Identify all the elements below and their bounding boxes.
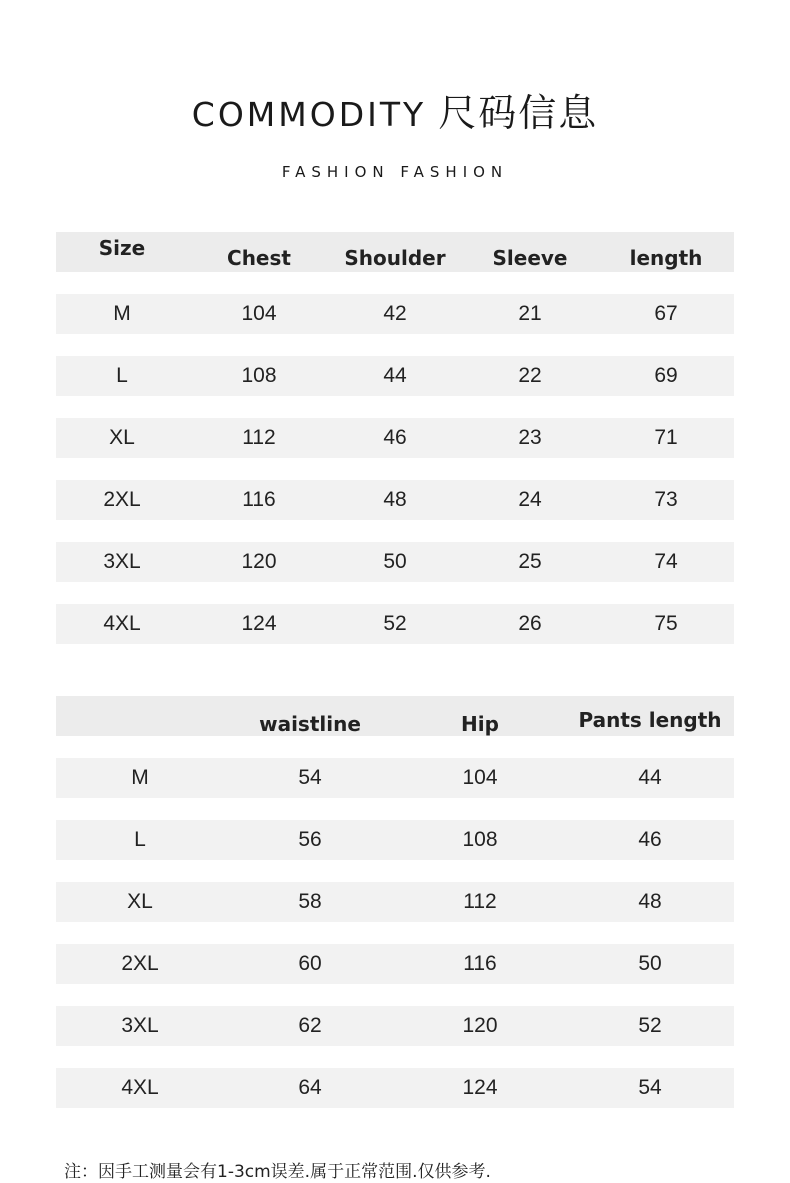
size-cell: L <box>116 364 128 387</box>
sleeve-cell: 23 <box>518 426 542 449</box>
table-row <box>56 758 734 798</box>
sleeve-cell: 22 <box>518 364 542 387</box>
hip-cell: 116 <box>463 952 497 975</box>
length-cell: 75 <box>654 612 678 635</box>
size-cell: 3XL <box>121 1014 159 1037</box>
size-cell: XL <box>109 426 135 449</box>
hip-cell: 108 <box>462 828 498 851</box>
header-pants-length: Pants length <box>578 708 722 732</box>
shoulder-cell: 44 <box>383 364 407 387</box>
hip-cell: 112 <box>463 890 497 913</box>
pants-length-cell: 44 <box>638 766 662 789</box>
size-cell: M <box>113 302 131 325</box>
header-waistline: waistline <box>259 712 361 736</box>
size-cell: M <box>131 766 149 789</box>
table-row <box>56 604 734 644</box>
length-cell: 74 <box>654 550 678 573</box>
hip-cell: 124 <box>462 1076 498 1099</box>
table-row <box>56 1068 734 1108</box>
sleeve-cell: 25 <box>518 550 542 573</box>
table-row <box>56 1006 734 1046</box>
shoulder-cell: 42 <box>383 302 407 325</box>
pants-length-cell: 48 <box>638 890 662 913</box>
table-row <box>56 480 734 520</box>
size-cell: 4XL <box>103 612 141 635</box>
length-cell: 69 <box>654 364 678 387</box>
shoulder-cell: 52 <box>383 612 407 635</box>
header-chest: Chest <box>227 246 291 270</box>
size-cell: XL <box>127 890 153 913</box>
header-shoulder: Shoulder <box>344 246 446 270</box>
page-subtitle: FASHION FASHION <box>281 163 509 181</box>
pants-length-cell: 46 <box>638 828 662 851</box>
table-row <box>56 294 734 334</box>
shoulder-cell: 50 <box>383 550 407 573</box>
length-cell: 73 <box>654 488 678 511</box>
chest-cell: 104 <box>241 302 277 325</box>
waistline-cell: 64 <box>298 1076 322 1099</box>
table-row <box>56 542 734 582</box>
hip-cell: 104 <box>462 766 498 789</box>
length-cell: 71 <box>654 426 678 449</box>
pants-length-cell: 50 <box>638 952 662 975</box>
header-size: Size <box>98 236 146 260</box>
pants-length-cell: 52 <box>638 1014 662 1037</box>
hip-cell: 120 <box>462 1014 498 1037</box>
waistline-cell: 62 <box>298 1014 322 1037</box>
table-row <box>56 820 734 860</box>
length-cell: 67 <box>654 302 678 325</box>
shoulder-cell: 46 <box>383 426 407 449</box>
size-cell: L <box>134 828 146 851</box>
chest-cell: 108 <box>241 364 277 387</box>
chest-cell: 120 <box>241 550 277 573</box>
title-latin: COMMODITY <box>191 95 427 134</box>
size-cell: 4XL <box>121 1076 159 1099</box>
chest-cell: 124 <box>241 612 277 635</box>
size-cell: 2XL <box>103 488 141 511</box>
size-cell: 3XL <box>103 550 141 573</box>
size-cell: 2XL <box>121 952 159 975</box>
header-hip: Hip <box>461 712 499 736</box>
sleeve-cell: 26 <box>518 612 542 635</box>
table-row <box>56 356 734 396</box>
title-cjk: 尺码信息 <box>438 91 599 135</box>
table-header-row <box>56 232 734 272</box>
chest-cell: 116 <box>242 488 276 511</box>
measurement-note: 注：因手工测量会有1-3cm误差.属于正常范围.仅供参考. <box>64 1162 491 1182</box>
table-row <box>56 882 734 922</box>
table-header-row <box>56 696 734 736</box>
shoulder-cell: 48 <box>383 488 407 511</box>
header-length: length <box>629 246 703 270</box>
chest-cell: 112 <box>242 426 276 449</box>
header-size-blank <box>90 696 190 736</box>
waistline-cell: 56 <box>298 828 322 851</box>
waistline-cell: 58 <box>298 890 322 913</box>
header-sleeve: Sleeve <box>492 246 568 270</box>
pants-length-cell: 54 <box>638 1076 662 1099</box>
waistline-cell: 60 <box>298 952 322 975</box>
sleeve-cell: 21 <box>518 302 542 325</box>
page-title <box>0 82 790 138</box>
sleeve-cell: 24 <box>518 488 542 511</box>
waistline-cell: 54 <box>298 766 322 789</box>
table-row <box>56 944 734 984</box>
table-row <box>56 418 734 458</box>
